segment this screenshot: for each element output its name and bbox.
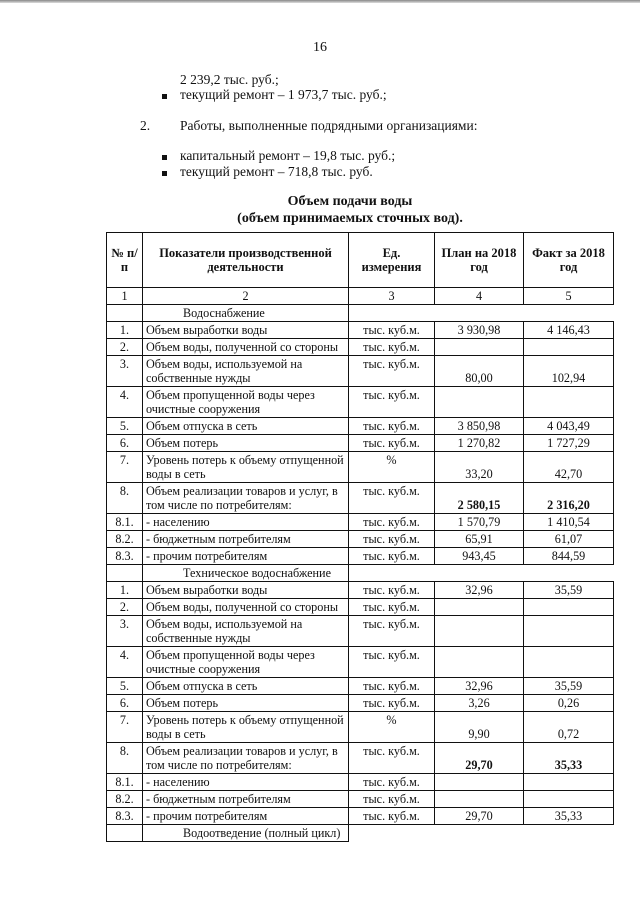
row-fact bbox=[524, 339, 614, 356]
section-empty-cell bbox=[349, 565, 614, 582]
row-fact: 35,33 bbox=[524, 808, 614, 825]
table-row bbox=[107, 548, 614, 565]
row-number: 7. bbox=[107, 712, 143, 743]
row-indicator: Уровень потерь к объему отпущенной воды в сеть bbox=[143, 712, 349, 743]
table-row bbox=[107, 616, 614, 647]
text-line-2: текущий ремонт – 1 973,7 тыс. руб.; bbox=[180, 87, 387, 102]
row-plan: 29,70 bbox=[435, 743, 524, 774]
row-number: 6. bbox=[107, 695, 143, 712]
section-number-cell bbox=[107, 565, 143, 582]
row-fact bbox=[524, 599, 614, 616]
header-fact: Факт за 2018 год bbox=[524, 233, 614, 288]
row-number: 3. bbox=[107, 616, 143, 647]
table-row bbox=[107, 743, 614, 774]
table-row bbox=[107, 387, 614, 418]
row-plan: 32,96 bbox=[435, 582, 524, 599]
row-fact: 102,94 bbox=[524, 356, 614, 387]
col-number: 2 bbox=[143, 288, 349, 305]
row-unit: тыс. куб.м. bbox=[349, 582, 435, 599]
row-unit: тыс. куб.м. bbox=[349, 483, 435, 514]
row-plan: 32,96 bbox=[435, 678, 524, 695]
row-unit: тыс. куб.м. bbox=[349, 548, 435, 565]
table-row bbox=[107, 678, 614, 695]
row-indicator: Объем воды, полученной со стороны bbox=[143, 339, 349, 356]
bullet-icon bbox=[162, 171, 167, 176]
row-indicator: Объем воды, используемой на собственные нужды bbox=[143, 356, 349, 387]
row-indicator: Объем реализации товаров и услуг, в том числе по потребителям: bbox=[143, 483, 349, 514]
table-row bbox=[107, 339, 614, 356]
table-row bbox=[107, 452, 614, 483]
text-line-1: 2 239,2 тыс. руб.; bbox=[180, 72, 279, 87]
table-row bbox=[107, 435, 614, 452]
row-fact: 35,59 bbox=[524, 582, 614, 599]
row-number: 8.3. bbox=[107, 808, 143, 825]
row-indicator: Объем отпуска в сеть bbox=[143, 678, 349, 695]
row-number: 5. bbox=[107, 418, 143, 435]
table-row bbox=[107, 418, 614, 435]
section-row bbox=[107, 305, 614, 322]
table-row bbox=[107, 582, 614, 599]
row-plan bbox=[435, 599, 524, 616]
row-indicator: Объем пропущенной воды через очистные сооружения bbox=[143, 647, 349, 678]
row-number: 2. bbox=[107, 339, 143, 356]
table-row bbox=[107, 356, 614, 387]
section-title: Техническое водоснабжение bbox=[143, 565, 349, 582]
table-heading bbox=[140, 193, 560, 227]
row-fact bbox=[524, 647, 614, 678]
row-plan bbox=[435, 647, 524, 678]
section-row bbox=[107, 565, 614, 582]
row-indicator: Уровень потерь к объему отпущенной воды в сеть bbox=[143, 452, 349, 483]
row-fact: 61,07 bbox=[524, 531, 614, 548]
row-fact: 35,59 bbox=[524, 678, 614, 695]
row-number: 5. bbox=[107, 678, 143, 695]
row-fact bbox=[524, 774, 614, 791]
row-plan: 943,45 bbox=[435, 548, 524, 565]
row-number: 8.2. bbox=[107, 791, 143, 808]
row-plan bbox=[435, 387, 524, 418]
column-numbers-row bbox=[107, 288, 614, 305]
row-plan: 3,26 bbox=[435, 695, 524, 712]
row-fact bbox=[524, 791, 614, 808]
table-row bbox=[107, 695, 614, 712]
header-plan: План на 2018 год bbox=[435, 233, 524, 288]
page-number: 16 bbox=[313, 40, 327, 55]
row-indicator: Объем выработки воды bbox=[143, 582, 349, 599]
table-heading-line-2: (объем принимаемых сточных вод). bbox=[237, 211, 463, 226]
row-plan: 65,91 bbox=[435, 531, 524, 548]
row-unit: тыс. куб.м. bbox=[349, 339, 435, 356]
section-empty-cell bbox=[349, 305, 614, 322]
row-fact: 4 146,43 bbox=[524, 322, 614, 339]
row-indicator: Объем пропущенной воды через очистные сооружения bbox=[143, 387, 349, 418]
section-empty-cell bbox=[349, 825, 614, 842]
row-indicator: - населению bbox=[143, 514, 349, 531]
bullet-icon bbox=[162, 94, 167, 99]
row-indicator: - прочим потребителям bbox=[143, 548, 349, 565]
table-header-row bbox=[107, 233, 614, 288]
row-fact: 0,26 bbox=[524, 695, 614, 712]
row-fact: 4 043,49 bbox=[524, 418, 614, 435]
table-row bbox=[107, 322, 614, 339]
row-unit: % bbox=[349, 712, 435, 743]
row-unit: % bbox=[349, 452, 435, 483]
row-plan: 2 580,15 bbox=[435, 483, 524, 514]
section-title: Водоснабжение bbox=[143, 305, 349, 322]
row-plan: 29,70 bbox=[435, 808, 524, 825]
table-row bbox=[107, 647, 614, 678]
row-indicator: - населению bbox=[143, 774, 349, 791]
row-fact: 42,70 bbox=[524, 452, 614, 483]
row-number: 1. bbox=[107, 582, 143, 599]
row-plan: 3 930,98 bbox=[435, 322, 524, 339]
row-number: 4. bbox=[107, 647, 143, 678]
row-fact: 0,72 bbox=[524, 712, 614, 743]
row-unit: тыс. куб.м. bbox=[349, 356, 435, 387]
row-indicator: Объем воды, используемой на собственные нужды bbox=[143, 616, 349, 647]
row-fact bbox=[524, 616, 614, 647]
section-title: Водоотведение (полный цикл) bbox=[143, 825, 349, 842]
row-plan: 1 270,82 bbox=[435, 435, 524, 452]
row-fact bbox=[524, 387, 614, 418]
row-indicator: - прочим потребителям bbox=[143, 808, 349, 825]
table-row bbox=[107, 531, 614, 548]
row-unit: тыс. куб.м. bbox=[349, 695, 435, 712]
section-number-cell bbox=[107, 305, 143, 322]
row-unit: тыс. куб.м. bbox=[349, 322, 435, 339]
table-row bbox=[107, 808, 614, 825]
row-unit: тыс. куб.м. bbox=[349, 616, 435, 647]
row-unit: тыс. куб.м. bbox=[349, 808, 435, 825]
row-plan: 1 570,79 bbox=[435, 514, 524, 531]
row-unit: тыс. куб.м. bbox=[349, 647, 435, 678]
row-indicator: Объем потерь bbox=[143, 695, 349, 712]
list-number-2: 2. bbox=[140, 118, 151, 133]
row-unit: тыс. куб.м. bbox=[349, 435, 435, 452]
row-number: 2. bbox=[107, 599, 143, 616]
row-fact: 1 410,54 bbox=[524, 514, 614, 531]
col-number: 3 bbox=[349, 288, 435, 305]
row-fact: 35,33 bbox=[524, 743, 614, 774]
row-indicator: Объем отпуска в сеть bbox=[143, 418, 349, 435]
row-plan: 80,00 bbox=[435, 356, 524, 387]
row-unit: тыс. куб.м. bbox=[349, 599, 435, 616]
row-plan bbox=[435, 774, 524, 791]
text-line-3: Работы, выполненные подрядными организациями: bbox=[180, 118, 478, 133]
header-unit: Ед. измерения bbox=[349, 233, 435, 288]
col-number: 1 bbox=[107, 288, 143, 305]
row-number: 1. bbox=[107, 322, 143, 339]
row-unit: тыс. куб.м. bbox=[349, 774, 435, 791]
row-number: 8.2. bbox=[107, 531, 143, 548]
table-row bbox=[107, 774, 614, 791]
row-unit: тыс. куб.м. bbox=[349, 678, 435, 695]
header-indicator: Показатели производственной деятельности bbox=[143, 233, 349, 288]
row-plan bbox=[435, 791, 524, 808]
row-plan: 9,90 bbox=[435, 712, 524, 743]
row-indicator: - бюджетным потребителям bbox=[143, 531, 349, 548]
row-unit: тыс. куб.м. bbox=[349, 514, 435, 531]
scan-top-edge bbox=[0, 0, 640, 3]
row-fact: 1 727,29 bbox=[524, 435, 614, 452]
row-indicator: Объем реализации товаров и услуг, в том числе по потребителям: bbox=[143, 743, 349, 774]
header-number: № п/п bbox=[107, 233, 143, 288]
section-number-cell bbox=[107, 825, 143, 842]
row-fact: 2 316,20 bbox=[524, 483, 614, 514]
water-volume-table bbox=[106, 232, 614, 842]
col-number: 4 bbox=[435, 288, 524, 305]
row-plan: 3 850,98 bbox=[435, 418, 524, 435]
table-row bbox=[107, 483, 614, 514]
table-heading-line-1: Объем подачи воды bbox=[287, 194, 413, 209]
row-indicator: - бюджетным потребителям bbox=[143, 791, 349, 808]
row-number: 7. bbox=[107, 452, 143, 483]
table-row bbox=[107, 712, 614, 743]
row-number: 8.1. bbox=[107, 514, 143, 531]
text-line-5: текущий ремонт – 718,8 тыс. руб. bbox=[180, 164, 373, 179]
row-unit: тыс. куб.м. bbox=[349, 387, 435, 418]
row-fact: 844,59 bbox=[524, 548, 614, 565]
row-number: 8.1. bbox=[107, 774, 143, 791]
row-number: 6. bbox=[107, 435, 143, 452]
table-row bbox=[107, 514, 614, 531]
row-number: 8. bbox=[107, 743, 143, 774]
col-number: 5 bbox=[524, 288, 614, 305]
row-unit: тыс. куб.м. bbox=[349, 418, 435, 435]
text-line-4: капитальный ремонт – 19,8 тыс. руб.; bbox=[180, 148, 396, 163]
row-indicator: Объем воды, полученной со стороны bbox=[143, 599, 349, 616]
row-indicator: Объем потерь bbox=[143, 435, 349, 452]
table-row bbox=[107, 599, 614, 616]
row-number: 8.3. bbox=[107, 548, 143, 565]
table-body bbox=[107, 305, 614, 842]
bullet-icon bbox=[162, 155, 167, 160]
row-unit: тыс. куб.м. bbox=[349, 791, 435, 808]
row-number: 3. bbox=[107, 356, 143, 387]
row-number: 4. bbox=[107, 387, 143, 418]
row-plan: 33,20 bbox=[435, 452, 524, 483]
table-row bbox=[107, 791, 614, 808]
row-unit: тыс. куб.м. bbox=[349, 743, 435, 774]
row-indicator: Объем выработки воды bbox=[143, 322, 349, 339]
row-number: 8. bbox=[107, 483, 143, 514]
row-unit: тыс. куб.м. bbox=[349, 531, 435, 548]
section-row bbox=[107, 825, 614, 842]
row-plan bbox=[435, 339, 524, 356]
row-plan bbox=[435, 616, 524, 647]
